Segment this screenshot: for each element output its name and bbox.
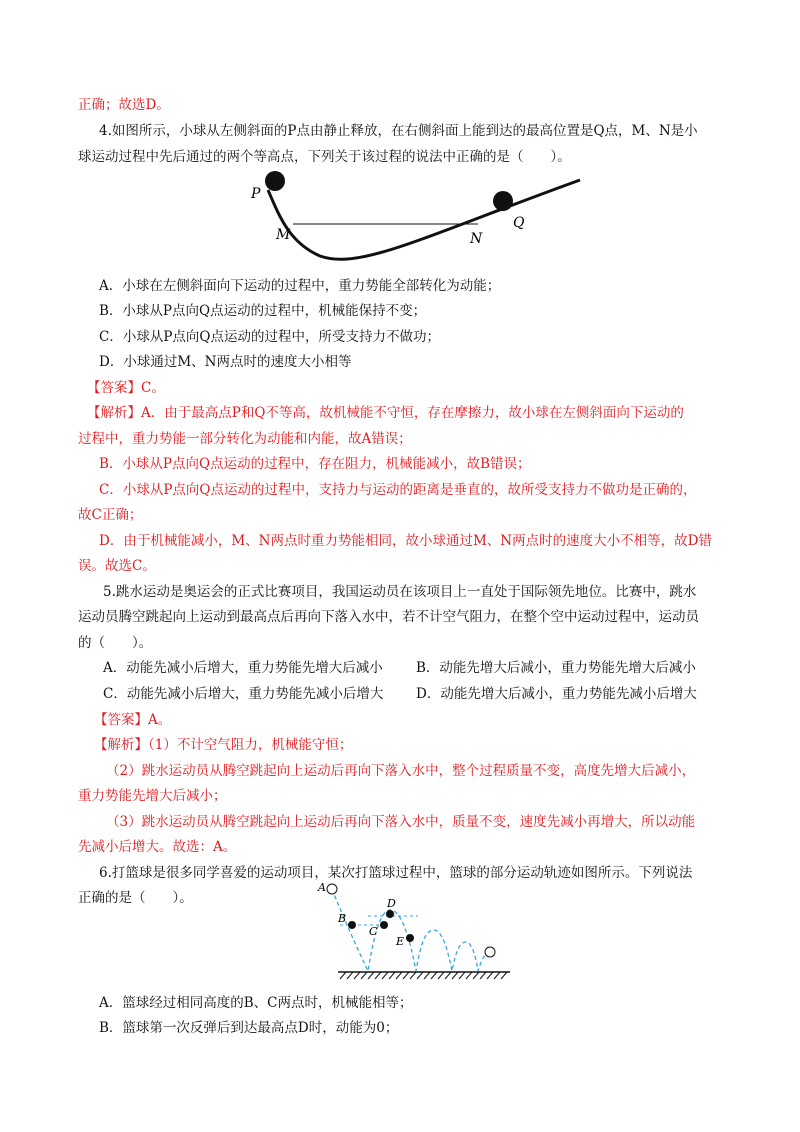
q4-label-n: N [470, 231, 483, 247]
q4-option-b: B．小球从P点向Q点运动的过程中，机械能保持不变； [99, 303, 427, 319]
q4-analysis-line3: B．小球从P点向Q点运动的过程中，存在阻力，机械能减小，故B错误； [99, 456, 531, 472]
q6-stem-line1: 6.打篮球是很多同学喜爱的运动项目，某次打篮球过程中，篮球的部分运动轨迹如图所示。下列说法 [99, 865, 693, 881]
q6-stem-line2: 正确的是（ ）。 [78, 890, 193, 906]
q5-option-c: C．动能先减小后增大，重力势能先减小后增大 [103, 686, 384, 702]
q4-analysis-line4: C．小球从P点向Q点运动的过程中，支持力与运动的距离是垂直的，故所受支持力不做功是正确的， [99, 482, 697, 498]
q5-analysis-line3: 重力势能先增大后减小； [78, 788, 227, 804]
q5-option-d: D．动能先增大后减小，重力势能先减小后增大 [416, 686, 697, 702]
q6-label-b: B [338, 912, 347, 925]
q4-analysis-line1: 【解析】A．由于最高点P和Q不等高，故机械能不守恒，存在摩擦力，故小球在左侧斜面向下运动的 [87, 405, 684, 421]
q5-stem-line3: 的（ ）。 [78, 635, 153, 651]
q6-option-b: B．篮球第一次反弹后到达最高点D时，动能为0； [99, 1020, 399, 1036]
q4-label-q: Q [513, 215, 525, 231]
q4-option-c: C．小球从P点向Q点运动的过程中，所受支持力不做功； [99, 329, 440, 345]
q6-basketball-figure [318, 880, 508, 980]
q6-option-a: A．篮球经过相同高度的B、C两点时，机械能相等； [99, 995, 413, 1011]
q4-option-a: A．小球在左侧斜面向下运动的过程中，重力势能全部转化为动能； [99, 278, 501, 294]
q6-trajectory [332, 889, 490, 971]
q4-analysis-line7: 误。故选C。 [78, 558, 156, 574]
q5-analysis-line5: 先减小后增大。故选：A。 [78, 839, 237, 855]
q6-ball-a [327, 884, 337, 894]
q4-figure-track [250, 168, 590, 258]
q6-label-c: C [369, 925, 378, 938]
q4-label-m: M [276, 227, 291, 243]
q6-ball-last [485, 947, 495, 957]
q4-option-d: D．小球通过M、N两点时的速度大小相等 [99, 354, 352, 370]
q6-ground-hatch [340, 972, 507, 979]
prev-answer-tail: 正确；故选D。 [78, 97, 170, 113]
q4-stem-line2: 球运动过程中先后通过的两个等高点，下列关于该过程的说法中正确的是（ ）。 [78, 149, 571, 165]
q5-stem-line1: 5.跳水运动是奥运会的正式比赛项目，我国运动员在该项目上一直处于国际领先地位。比赛中，跳水 [103, 584, 697, 600]
q6-label-d: D [387, 897, 396, 910]
q5-option-b: B．动能先增大后减小，重力势能先增大后减小 [416, 660, 696, 676]
q6-ball-d [386, 910, 394, 918]
q6-ball-c [380, 921, 388, 929]
q4-answer: 【答案】C。 [87, 380, 165, 396]
q5-analysis-line2: （2）跳水运动员从腾空跳起向上运动后再向下落入水中，整个过程质量不变，高度先增大后减小， [106, 763, 696, 779]
q4-analysis-line2: 过程中，重力势能一部分转化为动能和内能，故A错误； [78, 431, 412, 447]
q4-analysis-line5: 故C正确； [78, 507, 143, 523]
q6-ball-b [348, 921, 356, 929]
q4-label-p: P [251, 186, 261, 202]
q5-analysis-line1: 【解析】（1）不计空气阻力，机械能守恒； [94, 737, 353, 753]
q4-stem-line1: 4.如图所示，小球从左侧斜面的P点由静止释放，在右侧斜面上能到达的最高位置是Q点，M、N是小 [99, 123, 698, 139]
q4-ball-q [493, 191, 513, 211]
q4-analysis-line6: D．由于机械能减小，M、N两点时重力势能相同，故小球通过M、N两点时的速度大小不相等，故D错 [99, 533, 712, 549]
q6-ball-e [406, 934, 414, 942]
q4-curved-track [268, 180, 580, 259]
q4-ball-p [265, 171, 285, 191]
q6-label-a: A [318, 881, 326, 894]
q5-option-a: A．动能先减小后增大，重力势能先增大后减小 [103, 660, 383, 676]
q5-analysis-line4: （3）跳水运动员从腾空跳起向上运动后再向下落入水中，质量不变，速度先减小再增大，所以动能 [106, 814, 696, 830]
q5-stem-line2: 运动员腾空跳起向上运动到最高点后再向下落入水中，若不计空气阻力，在整个空中运动过程中，运动员 [78, 609, 699, 625]
q6-label-e: E [396, 935, 405, 948]
q5-answer: 【答案】A。 [94, 712, 172, 728]
